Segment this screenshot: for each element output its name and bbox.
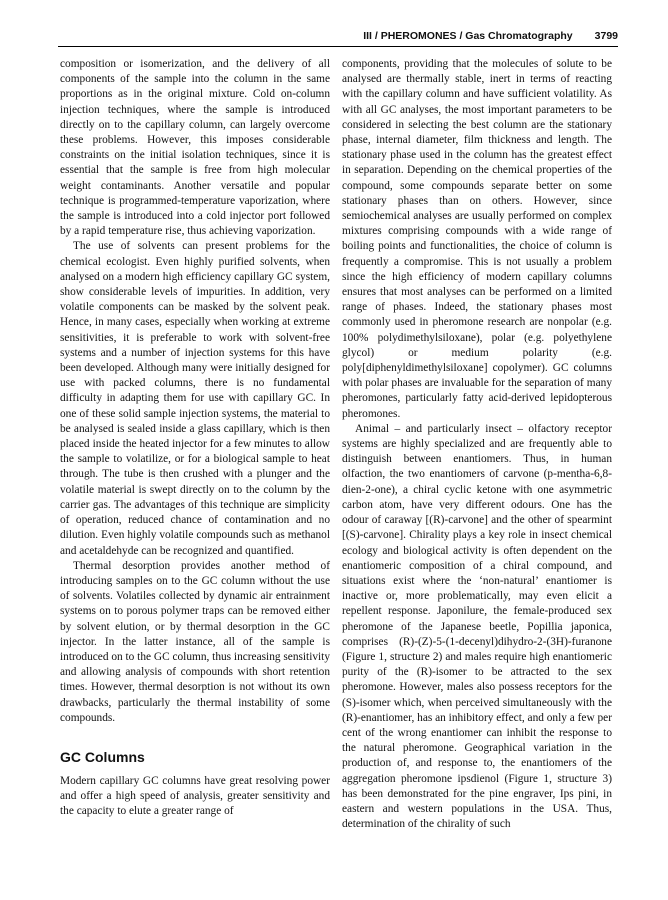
- running-header: [58, 26, 618, 47]
- section-heading: GC Columns: [60, 748, 145, 765]
- paragraph: composition or isomerization, and the delivery of all components of the sample into the column in the same proportions as in the original mixture. Cold on-column injection techniques, where the sample is introduced directly on to the capillary column, can largely overcome these problems. However, this imposes considerable constraints on the initial isolation techniques, since it is essential that the sample is free from high molecular weight contaminants. Another versatile and popular technique is programmed-temperature vaporization, where the sample is introduced into a cold injector port followed by a rapid temperature rise, thus achieving vaporization.: [60, 58, 330, 238]
- right-column: [342, 57, 612, 832]
- header-section-title: III / PHEROMONES / Gas Chromatography: [363, 30, 573, 42]
- paragraph: Thermal desorption provides another method of introducing samples on to the GC column without the use of solvents. Volatiles collected by dynamic air entrainment systems on to porous polymer traps can be removed either by solvent elution, or by thermal desorption in the GC injector. In the latter instance, all of the sample is introduced on to the GC column, thus increasing sensitivity and allowing analysis of compounds with short retention times. However, thermal desorption is not without its own drawbacks, particularly the thermal instability of some compounds.: [60, 559, 331, 724]
- paragraph: components, providing that the molecules of solute to be analysed are thermally stable, inert in terms of reacting with the capillary column and have sufficient volatility. As with all GC analyses, the most important parameters to be considered in selecting the best column are the stationary phase, internal diameter, film thickness and length. The stationary phase used in the column has the greatest effect in separation. Depending on the chemical properties of the compound, some compounds separate better on some stationary phases than on others. However, since semiochemical analyses are usually performed on complex mixtures comprising compounds with a wide range of boiling points and functionalities, the choice of column is frequently a compromise. This is not usually a problem since the high efficiency of modern capillary columns ensures that most analyses can be performed on a limited range of phases. Indeed, the stationary phases most commonly used in pheromone research are nonpolar (e.g. 100% polydimethylsiloxane), polar (e.g. polyethylene glycol) or medium polarity (e.g. poly[diphenyldimethylsiloxane] copolymer). GC columns with polar phases are invaluable for the separation of many pheromones, particularly fatty acid-derived lepidopterous pheromones.: [342, 58, 612, 420]
- paragraph: The use of solvents can present problems for the chemical ecologist. Even highly purified solvents, when analysed on a modern high efficiency capillary GC system, show considerable levels of impurities. In addition, very volatile components can be masked by the solvent peak. Hence, in many cases, especially when working at extreme sensitivities, it is preferable to work with solvent-free systems and a number of injection systems for this have been developed. Although many were initially designed for use with packed columns, there is no fundamental difficulty in adapting them for use with capillary GC. In one of these solid sample injection systems, the material to be analysed is sealed inside a glass capillary, which is then placed inside the heated injector for a few minutes to allow the sample to volatilize, or for a biological sample to heat through. The tube is then crushed with a plunger and the volatile material is swept directly on to the column by the carrier gas. The advantages of this technique are simplicity of operation, reduced chance of contamination and no dilution. Even highly volatile compounds such as methanol and acetaldehyde can be recognized and quantified.: [60, 240, 330, 557]
- left-column: [60, 57, 330, 820]
- page-number: 3799: [594, 30, 618, 42]
- paragraph: Modern capillary GC columns have great resolving power and offer a high speed of analysis, greater sensitivity and the capacity to elute a greater range of: [60, 774, 330, 818]
- paragraph: Animal – and particularly insect – olfactory receptor systems are highly specialized and are frequently able to distinguish between enantiomers. Thus, in human olfaction, the two enantiomers of carvone (p-mentha-6,8-dien-2-one), a chiral cyclic ketone with one asymmetric carbon atom, have very different odours. One has the odour of caraway [(R)-carvone] and the other of spearmint [(S)-carvone]. Chirality plays a key role in insect chemical ecology and biological activity is often dependent on the enantiomeric composition of a chiral compound, and situations exist where the ‘non-natural’ enantiomer is inactive or, more problematically, may even elicit a repellent response. Japonilure, the female-produced sex pheromone of the Japanese beetle, Popillia japonica, comprises (R)-(Z)-5-(1-decenyl)dihydro-2-(3H)-furanone (Figure 1, structure 2) and males require high enantiomeric purity of the (R)-isomer to be attracted to the sex pheromone. However, males also possess receptors for the (S)-isomer which, when perceived simultaneously with the (R)-enantiomer, has an inhibitory effect, and only a few per cent of the wrong enantiomer can inhibit the response to the natural pheromone. Geographical variation in the production of, and response to, the enantiomers of the aggregation pheromone ipsdienol (Figure 1, structure 3) has been demonstrated for the pine engraver, Ips pini, in eastern and western populations in the USA. Thus, determination of the chirality of such: [342, 422, 612, 831]
